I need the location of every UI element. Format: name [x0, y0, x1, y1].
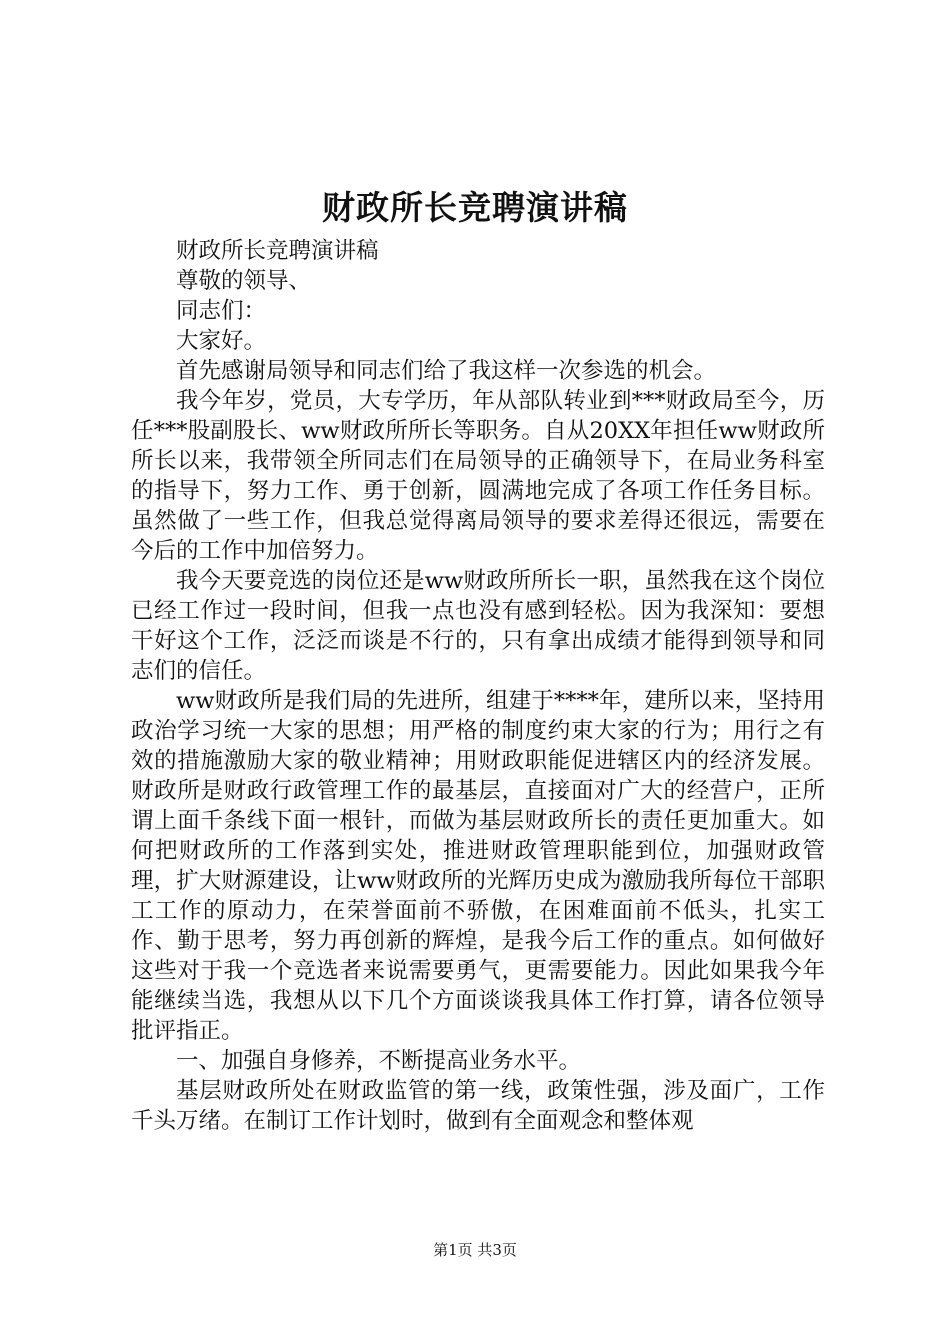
document-body: [131, 236, 825, 1136]
paragraph-self-introduction: 我今年岁，党员，大专学历，年从部队转业到***财政局至今，历任***股副股长、ww财政所所长等职务。自从20XX年担任ww财政所所长以来，我带领全所同志们在局领导的正确领导下，在局业务科室的指导下，努力工作、勇于创新，圆满地完成了各项工作任务目标。虽然做了一些工作，但我总觉得离局领导的要求差得还很远，需要在今后的工作中加倍努力。: [131, 388, 825, 564]
paragraph-position-intent: 我今天要竞选的岗位还是ww财政所所长一职，虽然我在这个岗位已经工作过一段时间，但我一点也没有感到轻松。因为我深知：要想干好这个工作，泛泛而谈是不行的，只有拿出成绩才能得到领导和同志们的信任。: [131, 568, 825, 684]
paragraph-greeting: 大家好。: [176, 328, 267, 354]
page-footer: 第1页 共3页: [433, 1241, 517, 1259]
paragraph-office-history: ww财政所是我们局的先进所，组建于****年，建所以来，坚持用政治学习统一大家的思想；用严格的制度约束大家的行为；用行之有效的措施激励大家的敬业精神；用财政职能促进辖区内的经济发展。财政所是财政行政管理工作的最基层，直接面对广大的经营户，正所谓上面千条线下面一根针，而做为基层财政所长的责任更加重大。如何把财政所的工作落到实处，推进财政管理职能到位，加强财政管理，扩大财源建设，让ww财政所的光辉历史成为激励我所每位干部职工工作的原动力，在荣誉面前不骄傲，在困难面前不低头，扎实工作、勤于思考，努力再创新的辉煌，是我今后工作的重点。如何做好这些对于我一个竞选者来说需要勇气，更需要能力。因此如果我今年能继续当选，我想从以下几个方面谈谈我具体工作打算，请各位领导批评指正。: [131, 688, 825, 1044]
paragraph-salutation-leaders: 尊敬的领导、: [176, 268, 312, 294]
paragraph-section-1-body: 基层财政所处在财政监管的第一线，政策性强，涉及面广，工作千头万绪。在制订工作计划时，做到有全面观念和整体观: [131, 1078, 825, 1134]
paragraph-salutation-comrades: 同志们：: [176, 298, 267, 324]
paragraph-heading-repeat: 财政所长竞聘演讲稿: [176, 238, 379, 264]
paragraph-section-heading-1: 一、加强自身修养，不断提高业务水平。: [176, 1048, 582, 1074]
document-title: 财政所长竞聘演讲稿: [322, 188, 628, 227]
paragraph-thanks: 首先感谢局领导和同志们给了我这样一次参选的机会。: [176, 358, 717, 384]
